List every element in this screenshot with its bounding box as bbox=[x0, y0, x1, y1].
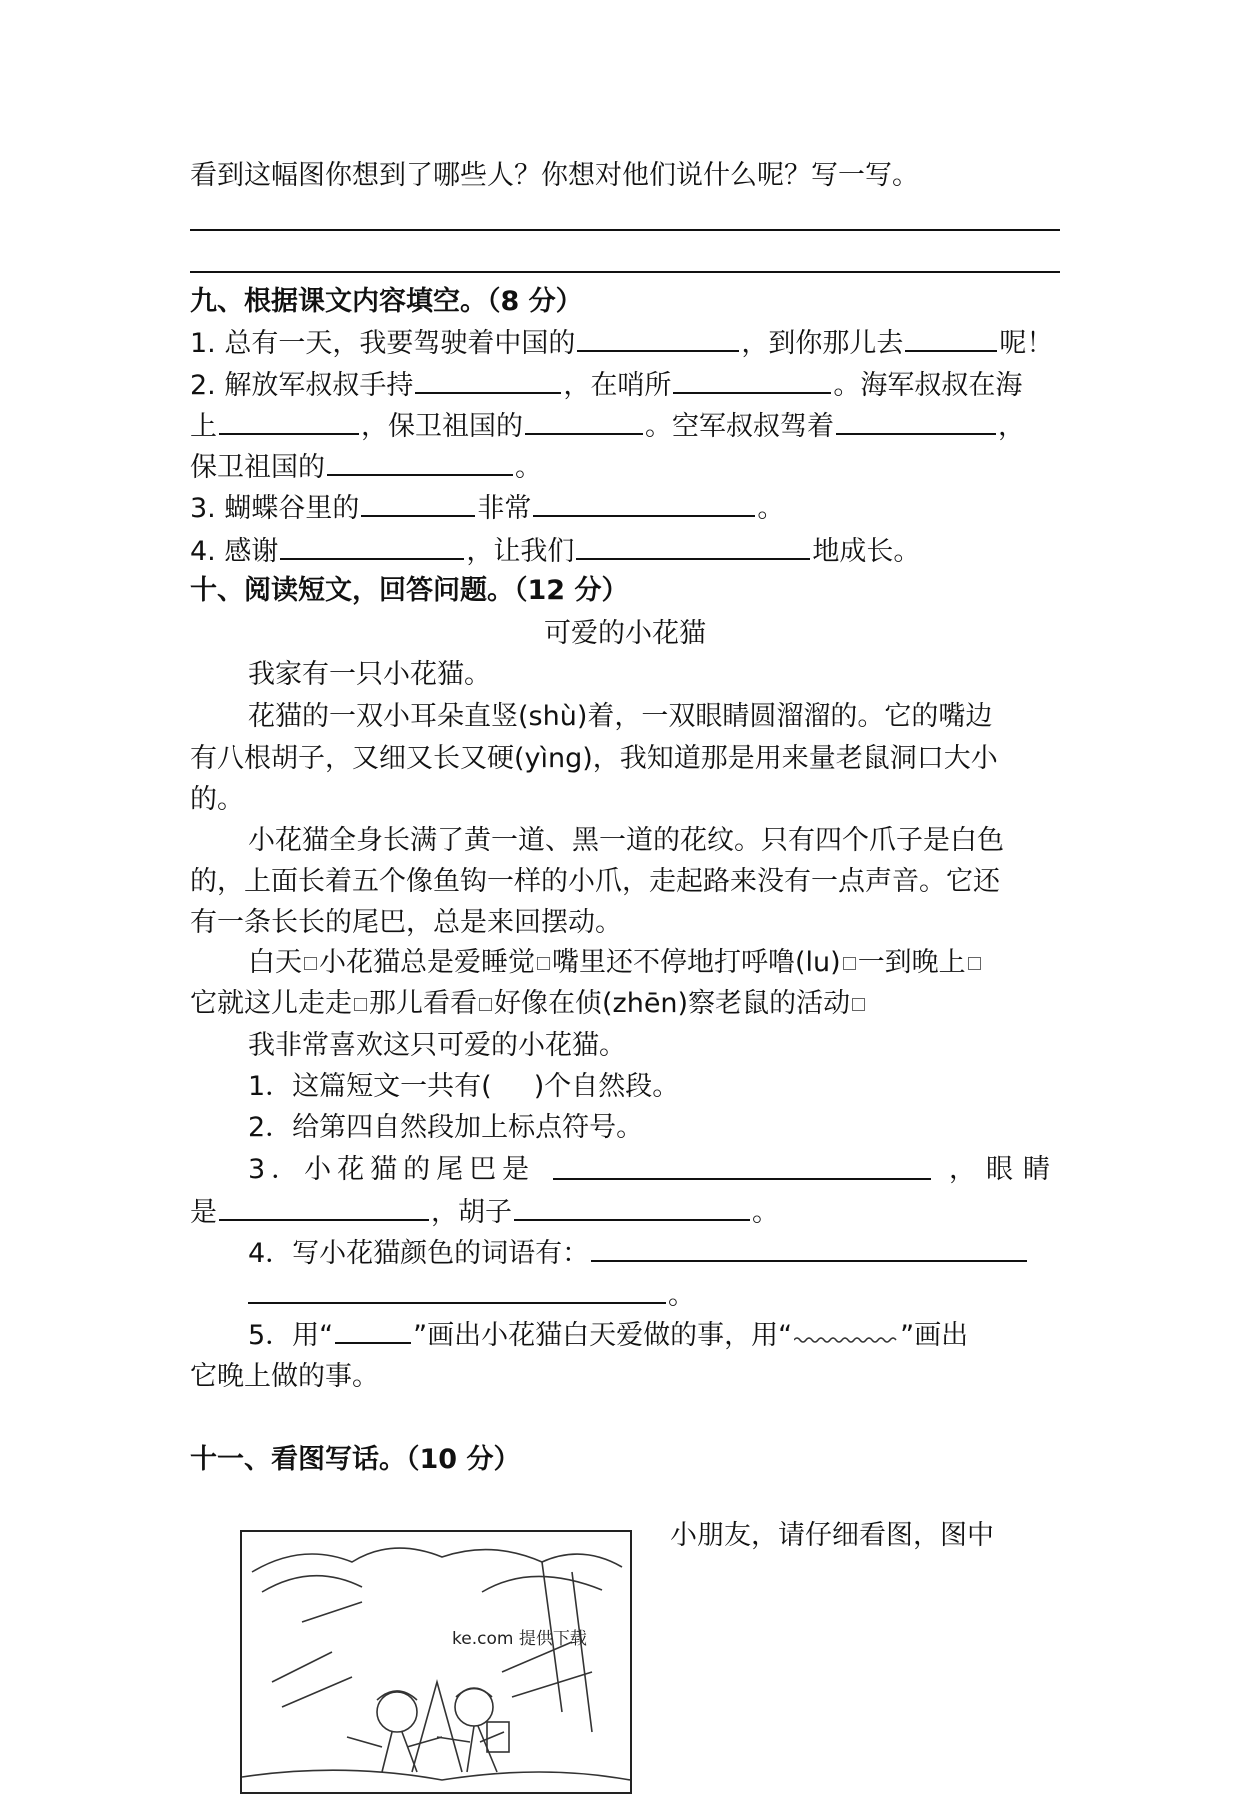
blank[interactable] bbox=[280, 530, 464, 560]
fill-line-6 bbox=[190, 530, 1060, 572]
punctuation-box[interactable] bbox=[354, 998, 367, 1011]
blank[interactable] bbox=[415, 364, 561, 394]
text: ，让我们 bbox=[466, 536, 575, 567]
wavy-line-sample bbox=[794, 1330, 898, 1344]
section-11-heading: 十一、看图写话。（10 分） bbox=[190, 1444, 521, 1475]
text: 2. 解放军叔叔手持 bbox=[190, 370, 414, 401]
text: 。 bbox=[757, 493, 785, 524]
text: 1. 总有一天，我要驾驶着中国的 bbox=[190, 328, 576, 359]
text: ，保卫祖国的 bbox=[361, 411, 523, 442]
blank[interactable] bbox=[525, 405, 643, 435]
fill-line-2 bbox=[190, 364, 1060, 406]
answer-line-2[interactable] bbox=[190, 271, 1060, 273]
passage-p2-line1: 花猫的一双小耳朵直竖(shù)着，一双眼睛圆溜溜的。它的嘴边 bbox=[248, 701, 993, 732]
passage-p3-line1: 小花猫全身长满了黄一道、黑一道的花纹。只有四个爪子是白色 bbox=[248, 825, 1004, 856]
text: 是 bbox=[190, 1197, 217, 1228]
blank[interactable] bbox=[219, 405, 359, 435]
passage-p4-line2 bbox=[190, 984, 1060, 1024]
punctuation-box[interactable] bbox=[304, 957, 317, 970]
text: 小花猫总是爱睡觉 bbox=[319, 947, 535, 978]
blank[interactable] bbox=[514, 1191, 750, 1221]
passage-p2-line3: 的。 bbox=[190, 784, 244, 815]
passage-p4-line1 bbox=[190, 943, 1118, 983]
fill-line-5 bbox=[190, 487, 1060, 529]
punctuation-box[interactable] bbox=[537, 957, 550, 970]
text: 。 bbox=[752, 1197, 779, 1228]
blank[interactable] bbox=[248, 1274, 666, 1304]
worksheet-page bbox=[190, 0, 1060, 1754]
text: 上 bbox=[190, 411, 217, 442]
blank[interactable] bbox=[219, 1191, 429, 1221]
blank[interactable] bbox=[576, 530, 810, 560]
text: 1．这篇短文一共有( bbox=[248, 1071, 492, 1102]
blank[interactable] bbox=[591, 1232, 1027, 1262]
watermark-text: ke.com 提供下载 bbox=[452, 1629, 587, 1649]
question-2: 2．给第四自然段加上标点符号。 bbox=[248, 1112, 644, 1143]
blank[interactable] bbox=[327, 446, 513, 476]
blank[interactable] bbox=[905, 322, 997, 352]
question-3-line1-inner bbox=[248, 1150, 1060, 1190]
passage-p2-line2: 有八根胡子，又细又长又硬(yìng)，我知道那是用来量老鼠洞口大小 bbox=[190, 743, 998, 774]
fill-line-3 bbox=[190, 405, 1060, 447]
picture-writing-prompt: 小朋友，请仔细看图，图中 bbox=[670, 1520, 994, 1551]
kids-in-wind-illustration bbox=[240, 1530, 632, 1794]
underline-sample bbox=[335, 1318, 411, 1344]
question-4-line2 bbox=[190, 1274, 1118, 1316]
answer-line-1[interactable] bbox=[190, 229, 1060, 231]
text: 3．小花猫的尾巴是 bbox=[248, 1154, 536, 1185]
passage-p5: 我非常喜欢这只可爱的小花猫。 bbox=[248, 1030, 626, 1061]
text: 那儿看看 bbox=[369, 988, 477, 1019]
text: 非常 bbox=[477, 493, 532, 524]
text: 。海军叔叔在海 bbox=[833, 370, 1023, 401]
passage-title: 可爱的小花猫 bbox=[544, 618, 706, 649]
text: 一到晚上 bbox=[857, 947, 966, 978]
text: 好像在侦(zhēn)察老鼠的活动 bbox=[494, 988, 851, 1019]
text: ，在哨所 bbox=[563, 370, 672, 401]
question-1 bbox=[190, 1067, 1118, 1107]
text: 。空军叔叔驾着 bbox=[645, 411, 834, 442]
text: ，胡子 bbox=[431, 1197, 512, 1228]
punctuation-box[interactable] bbox=[852, 998, 865, 1011]
passage-p3-line3: 有一条长长的尾巴，总是来回摆动。 bbox=[190, 907, 622, 938]
section-9-heading: 九、根据课文内容填空。（8 分） bbox=[190, 286, 583, 317]
fill-line-4 bbox=[190, 446, 1060, 488]
punctuation-box[interactable] bbox=[479, 998, 492, 1011]
question-4-line1 bbox=[190, 1232, 1118, 1274]
passage-p3-line2: 的，上面长着五个像鱼钩一样的小爪，走起路来没有一点声音。它还 bbox=[190, 866, 1000, 897]
text: 嘴里还不停地打呼噜(lu) bbox=[552, 947, 841, 978]
blank[interactable] bbox=[673, 364, 831, 394]
text: ”画出小花猫白天爱做的事，用“ bbox=[413, 1320, 793, 1351]
text: ，到你那儿去 bbox=[741, 328, 904, 359]
text: 呢！ bbox=[999, 328, 1054, 359]
fill-line-1 bbox=[190, 322, 1060, 364]
question-5-line2: 它晚上做的事。 bbox=[190, 1361, 379, 1392]
text: ， bbox=[998, 411, 1025, 442]
question-3-line2 bbox=[190, 1191, 1060, 1233]
illustration-drawing bbox=[242, 1532, 630, 1792]
text: 它就这儿走走 bbox=[190, 988, 352, 1019]
text: 4．写小花猫颜色的词语有： bbox=[248, 1238, 590, 1269]
section-10-heading: 十、阅读短文，回答问题。（12 分） bbox=[190, 575, 629, 606]
q8-prompt: 看到这幅图你想到了哪些人？你想对他们说什么呢？写一写。 bbox=[190, 160, 919, 191]
question-3-line1 bbox=[190, 1150, 1118, 1190]
punctuation-box[interactable] bbox=[968, 957, 981, 970]
blank[interactable] bbox=[577, 322, 739, 352]
text: 。 bbox=[668, 1280, 695, 1311]
punctuation-box[interactable] bbox=[843, 957, 856, 970]
text: )个自然段。 bbox=[533, 1071, 680, 1102]
text: 保卫祖国的 bbox=[190, 452, 325, 483]
text: ”画出 bbox=[900, 1320, 969, 1351]
blank[interactable] bbox=[361, 487, 475, 517]
text: ，眼睛 bbox=[949, 1154, 1060, 1185]
question-5-line1 bbox=[190, 1316, 1118, 1356]
blank[interactable] bbox=[533, 487, 755, 517]
text: 5．用“ bbox=[248, 1320, 334, 1351]
blank[interactable] bbox=[553, 1150, 931, 1180]
passage-p1: 我家有一只小花猫。 bbox=[248, 659, 491, 690]
blank[interactable] bbox=[836, 405, 996, 435]
text: 4. 感谢 bbox=[190, 536, 279, 567]
text: 3. 蝴蝶谷里的 bbox=[190, 493, 360, 524]
text: 白天 bbox=[248, 947, 302, 978]
text: 地成长。 bbox=[812, 536, 921, 567]
text: 。 bbox=[515, 452, 542, 483]
